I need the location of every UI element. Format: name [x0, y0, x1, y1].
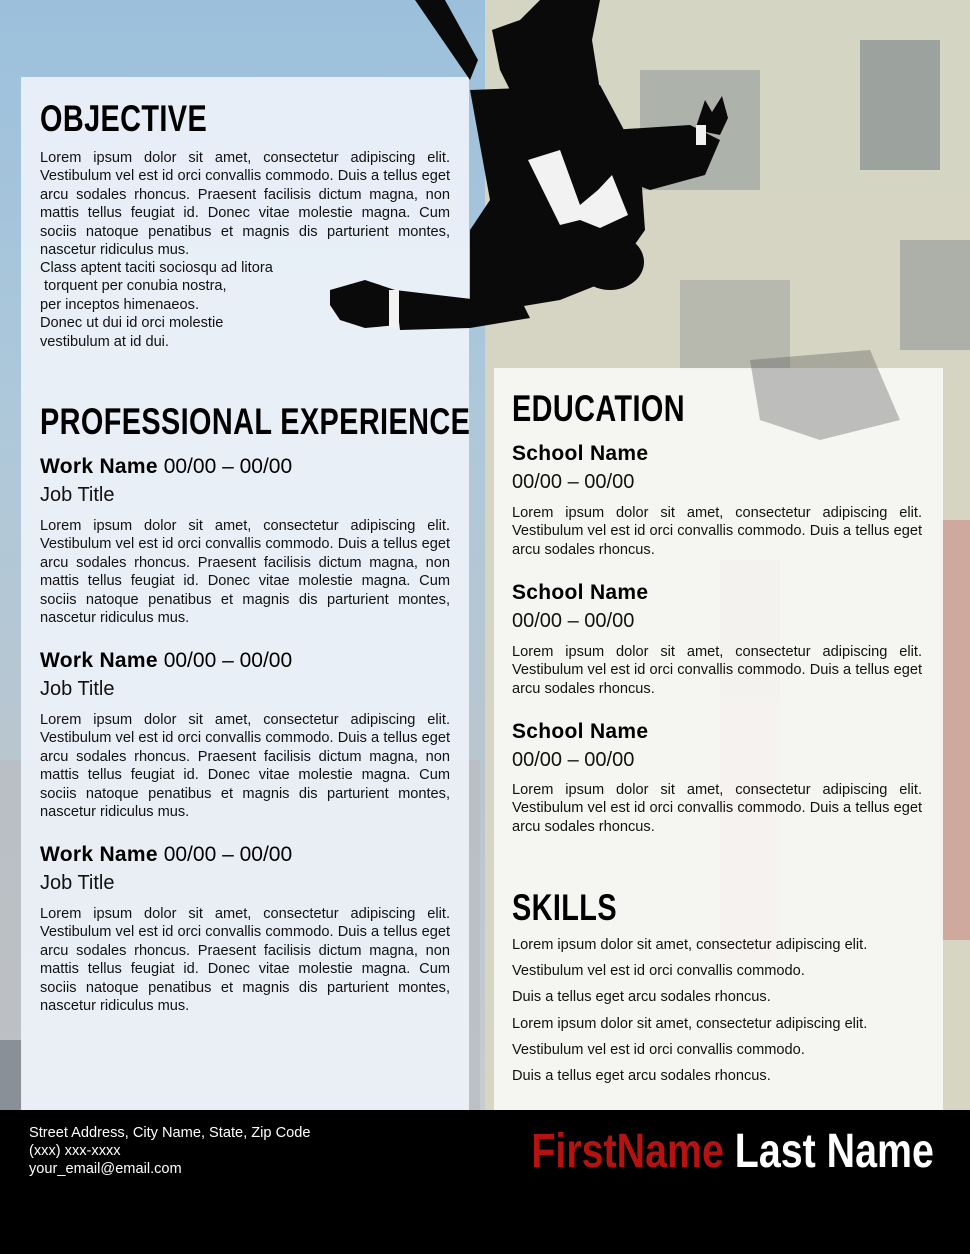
- experience-heading: PROFESSIONAL EXPERIENCE: [40, 401, 471, 442]
- skill-item: Lorem ipsum dolor sit amet, consectetur adipiscing elit.: [512, 1016, 868, 1032]
- work-name: Work Name: [40, 649, 158, 672]
- work-name: Work Name: [40, 843, 158, 866]
- objective-text: Lorem ipsum dolor sit amet, consectetur adipiscing elit. Vestibulum vel est id orci convallis commodo. Duis a tellus eget arcu sodales rhoncus. Praesent facilisis dictum magna, non mattis tellus feugiat id. Donec vitae molestie magna. Cum sociis natoque penatibus et magnis dis parturient montes, nascetur ridiculus mus.: [40, 150, 450, 259]
- full-name: [531, 1124, 934, 1179]
- school-name: School Name: [512, 442, 649, 465]
- work-dates: 00/00 – 00/00: [163, 455, 293, 478]
- contact-email: your_email@email.com: [29, 1161, 182, 1177]
- school-description: Lorem ipsum dolor sit amet, consectetur adipiscing elit. Vestibulum vel est id orci convallis commodo. Duis a tellus eget arcu sodales rhoncus.: [512, 644, 922, 697]
- last-name: Last Name: [734, 1125, 934, 1178]
- job-title: Job Title: [40, 484, 115, 506]
- skill-item: Lorem ipsum dolor sit amet, consectetur adipiscing elit.: [512, 937, 868, 953]
- work-dates: 00/00 – 00/00: [163, 843, 293, 866]
- work-name: Work Name: [40, 455, 158, 478]
- work-line: [40, 455, 292, 479]
- contact-phone: (xxx) xxx-xxxx: [29, 1143, 121, 1159]
- education-heading: EDUCATION: [512, 388, 685, 429]
- skills-heading: SKILLS: [512, 887, 617, 928]
- job-title: Job Title: [40, 872, 115, 894]
- first-name: FirstName: [531, 1125, 724, 1178]
- skill-item: Vestibulum vel est id orci convallis commodo.: [512, 1042, 805, 1058]
- work-description: Lorem ipsum dolor sit amet, consectetur adipiscing elit. Vestibulum vel est id orci convallis commodo. Duis a tellus eget arcu sodales rhoncus. Praesent facilisis dictum magna, non mattis tellus feugiat id. Donec vitae molestie magna. Cum sociis natoque penatibus et magnis dis parturient montes, nascetur ridiculus mus.: [40, 712, 450, 821]
- work-description: Lorem ipsum dolor sit amet, consectetur adipiscing elit. Vestibulum vel est id orci convallis commodo. Duis a tellus eget arcu sodales rhoncus. Praesent facilisis dictum magna, non mattis tellus feugiat id. Donec vitae molestie magna. Cum sociis natoque penatibus et magnis dis parturient montes, nascetur ridiculus mus.: [40, 518, 450, 627]
- work-dates: 00/00 – 00/00: [163, 649, 293, 672]
- work-description: Lorem ipsum dolor sit amet, consectetur adipiscing elit. Vestibulum vel est id orci convallis commodo. Duis a tellus eget arcu sodales rhoncus. Praesent facilisis dictum magna, non mattis tellus feugiat id. Donec vitae molestie magna. Cum sociis natoque penatibus et magnis dis parturient montes, nascetur ridiculus mus.: [40, 906, 450, 1015]
- school-dates: 00/00 – 00/00: [512, 471, 635, 493]
- work-line: [40, 843, 292, 867]
- skill-item: Vestibulum vel est id orci convallis commodo.: [512, 963, 805, 979]
- skill-item: Duis a tellus eget arcu sodales rhoncus.: [512, 1068, 771, 1084]
- school-name: School Name: [512, 720, 649, 743]
- contact-address: Street Address, City Name, State, Zip Code: [29, 1125, 311, 1141]
- objective-lines: Class aptent taciti sociosqu ad litora torquent per conubia nostra, per inceptos himenaeos. Donec ut dui id orci molestie vestibulum at id dui.: [40, 260, 273, 350]
- school-dates: 00/00 – 00/00: [512, 749, 635, 771]
- school-name: School Name: [512, 581, 649, 604]
- skill-item: Duis a tellus eget arcu sodales rhoncus.: [512, 989, 771, 1005]
- school-dates: 00/00 – 00/00: [512, 610, 635, 632]
- school-description: Lorem ipsum dolor sit amet, consectetur adipiscing elit. Vestibulum vel est id orci convallis commodo. Duis a tellus eget arcu sodales rhoncus.: [512, 505, 922, 558]
- work-line: [40, 649, 292, 673]
- objective-heading: OBJECTIVE: [40, 98, 208, 139]
- job-title: Job Title: [40, 678, 115, 700]
- school-description: Lorem ipsum dolor sit amet, consectetur adipiscing elit. Vestibulum vel est id orci convallis commodo. Duis a tellus eget arcu sodales rhoncus.: [512, 782, 922, 835]
